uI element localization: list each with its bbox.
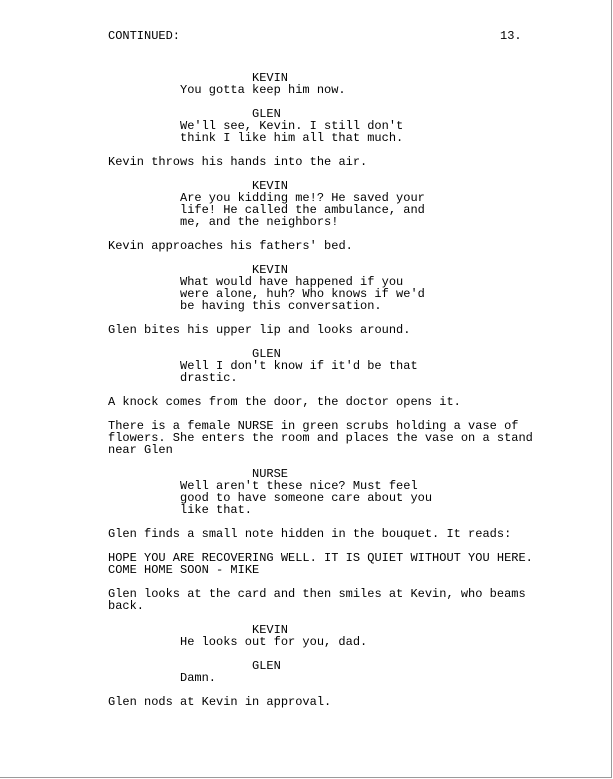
action-line: Kevin throws his hands into the air. <box>108 155 368 169</box>
note-line: HOPE YOU ARE RECOVERING WELL. IT IS QUIET WITHOUT YOU HERE. <box>108 551 533 565</box>
dialogue-line: like that. <box>180 503 253 517</box>
character-name: GLEN <box>252 347 281 361</box>
action-line: Glen looks at the card and then smiles at Kevin, who beams <box>108 587 526 601</box>
dialogue-line: He looks out for you, dad. <box>180 635 368 649</box>
dialogue-line: Well I don't know if it'd be that <box>180 359 418 373</box>
dialogue-line: We'll see, Kevin. I still don't <box>180 119 404 133</box>
action-line: There is a female NURSE in green scrubs holding a vase of <box>108 419 519 433</box>
dialogue-line: be having this conversation. <box>180 299 382 313</box>
character-name: GLEN <box>252 107 281 121</box>
character-name: KEVIN <box>252 263 289 277</box>
action-line: near Glen <box>108 443 173 457</box>
character-name: GLEN <box>252 659 281 673</box>
character-name: KEVIN <box>252 71 289 85</box>
action-line: flowers. She enters the room and places the vase on a stand <box>108 431 533 445</box>
dialogue-line: Well aren't these nice? Must feel <box>180 479 418 493</box>
dialogue-line: Are you kidding me!? He saved your <box>180 191 425 205</box>
dialogue-line: good to have someone care about you <box>180 491 433 505</box>
dialogue-line: think I like him all that much. <box>180 131 404 145</box>
character-name: KEVIN <box>252 179 289 193</box>
dialogue-line: were alone, huh? Who knows if we'd <box>180 287 425 301</box>
dialogue-line: You gotta keep him now. <box>180 83 346 97</box>
dialogue-line: drastic. <box>180 371 238 385</box>
action-line: Glen finds a small note hidden in the bouquet. It reads: <box>108 527 512 541</box>
page-number: 13. <box>500 29 522 43</box>
action-line: Glen bites his upper lip and looks around. <box>108 323 411 337</box>
character-name: KEVIN <box>252 623 289 637</box>
action-line: Glen nods at Kevin in approval. <box>108 695 332 709</box>
action-line: back. <box>108 599 145 613</box>
dialogue-line: Damn. <box>180 671 217 685</box>
continued-header: CONTINUED: <box>108 29 181 43</box>
action-line: Kevin approaches his fathers' bed. <box>108 239 353 253</box>
note-line: COME HOME SOON - MIKE <box>108 563 260 577</box>
dialogue-line: What would have happened if you <box>180 275 404 289</box>
dialogue-line: me, and the neighbors! <box>180 215 339 229</box>
character-name: NURSE <box>252 467 289 481</box>
dialogue-line: life! He called the ambulance, and <box>180 203 425 217</box>
action-line: A knock comes from the door, the doctor opens it. <box>108 395 461 409</box>
